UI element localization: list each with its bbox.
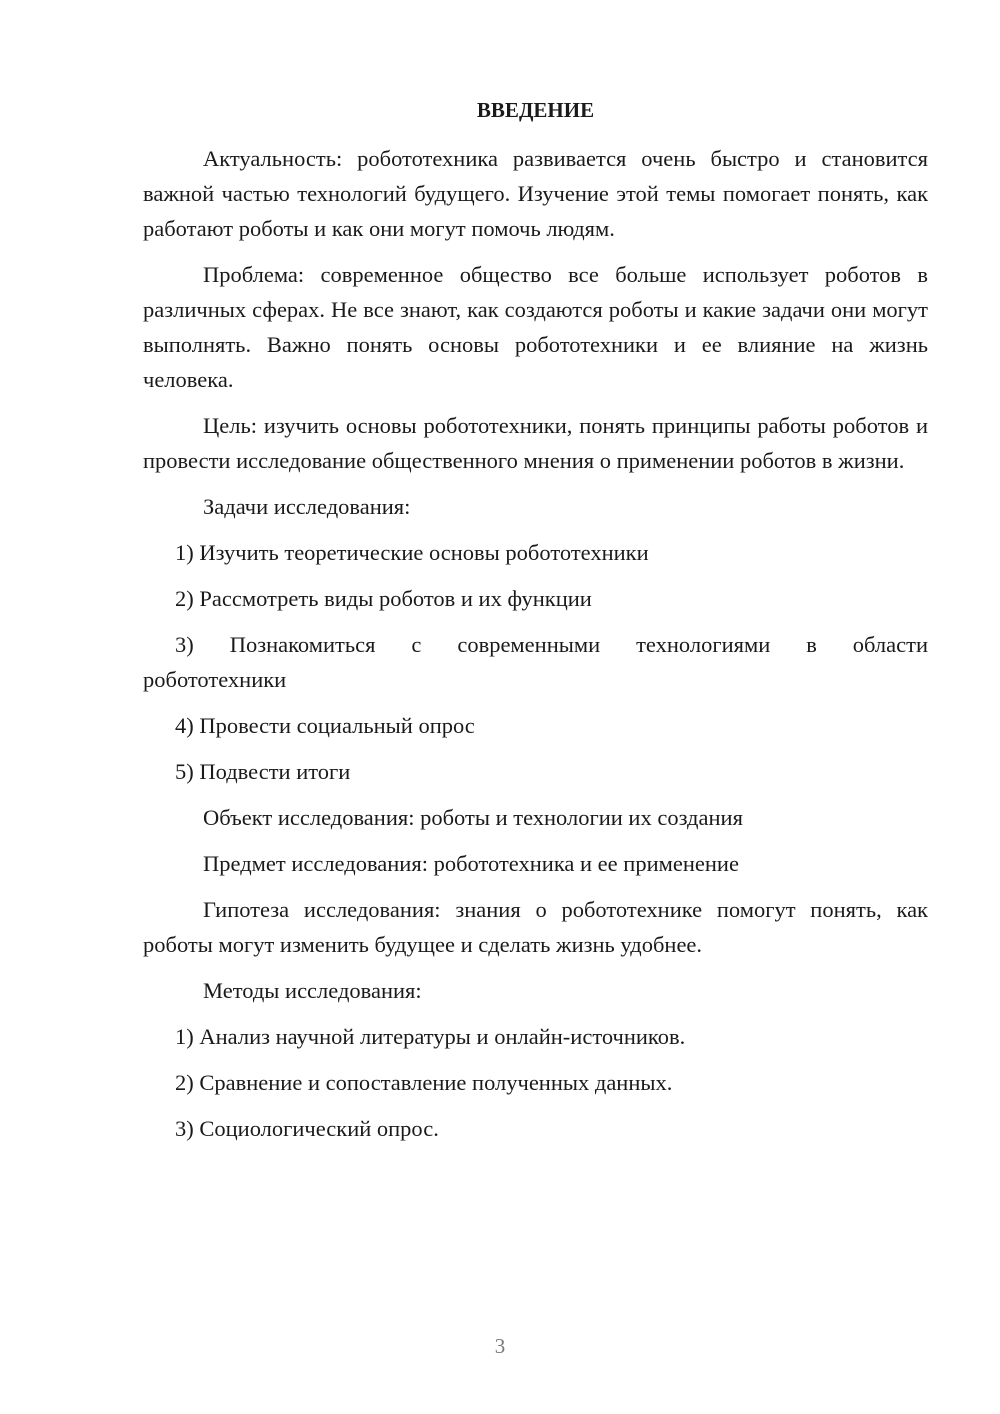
task-item: 3) Познакомиться с современными технологиями в области (175, 632, 928, 657)
problem-paragraph: Проблема: современное общество все больше использует роботов в различных сферах. Не все знают, как создаются роботы и какие задачи они могут выполнять. Важно понять основы робототехники и ее влияние на жизнь человека. (143, 262, 928, 392)
task-item: 2) Рассмотреть виды роботов и их функции (175, 586, 592, 611)
task-item: 5) Подвести итоги (175, 759, 351, 784)
method-item: 1) Анализ научной литературы и онлайн-источников. (175, 1024, 686, 1049)
document-page (143, 95, 928, 1157)
task-item: 4) Провести социальный опрос (175, 713, 475, 738)
research-object: Объект исследования: роботы и технологии их создания (203, 805, 743, 830)
goal-paragraph: Цель: изучить основы робототехники, понять принципы работы роботов и провести исследование общественного мнения о применении роботов в жизни. (143, 413, 928, 473)
research-hypothesis: Гипотеза исследования: знания о робототехнике помогут понять, как роботы могут изменить будущее и сделать жизнь удобнее. (143, 897, 928, 957)
methods-heading: Методы исследования: (203, 978, 422, 1003)
page-number: 3 (494, 1334, 506, 1358)
task-item: 1) Изучить теоретические основы робототехники (175, 540, 649, 565)
relevance-paragraph: Актуальность: робототехника развивается очень быстро и становится важной частью технологий будущего. Изучение этой темы помогает понять, как работают роботы и как они могут помочь людям. (143, 146, 928, 241)
method-item: 2) Сравнение и сопоставление полученных данных. (175, 1070, 673, 1095)
task-item-continuation: робототехники (143, 667, 287, 692)
tasks-heading: Задачи исследования: (203, 494, 411, 519)
method-item: 3) Социологический опрос. (175, 1116, 439, 1141)
section-title: ВВЕДЕНИЕ (476, 98, 595, 122)
research-subject: Предмет исследования: робототехника и ее применение (203, 851, 739, 876)
